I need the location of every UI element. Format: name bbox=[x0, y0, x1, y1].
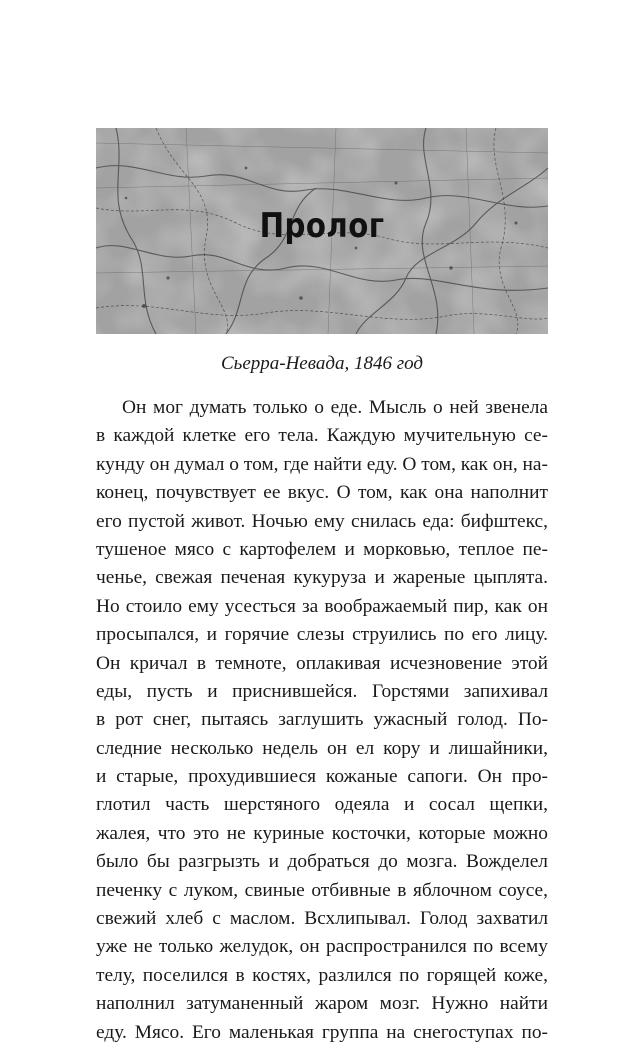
text-line: ченье, свежая печеная кукуруза и жареные цыплята. bbox=[96, 567, 548, 589]
text-line: в рот снег, пытаясь заглушить ужасный голод. По- bbox=[96, 709, 548, 731]
text-line: жалея, что это не куриные косточки, которые можно bbox=[96, 822, 548, 844]
text-line: в каждой клетке его тела. Каждую мучительную се- bbox=[96, 425, 548, 447]
text-line: уже не только желудок, он распространился по всему bbox=[96, 936, 548, 958]
epigraph-location-date: Сьерра-Невада, 1846 год bbox=[221, 353, 423, 374]
text-line: тушеное мясо с картофелем и морковью, теплое пе- bbox=[96, 538, 548, 560]
text-line: конец, почувствует ее вкус. О том, как она наполнит bbox=[96, 482, 548, 504]
chapter-header-banner bbox=[96, 128, 548, 334]
text-line: еды, пусть и приснившейся. Горстями запихивал bbox=[96, 680, 548, 702]
text-line: свежий хлеб с маслом. Всхлипывал. Голод захватил bbox=[96, 908, 548, 930]
text-line: просыпался, и горячие слезы струились по его лицу. bbox=[96, 624, 548, 646]
text-line: было бы разгрызть и добраться до мозга. Вожделел bbox=[96, 851, 548, 873]
text-line: еду. Мясо. Его маленькая группа на снегоступах по- bbox=[96, 1021, 548, 1043]
text-line: следние несколько недель он ел кору и лишайники, bbox=[96, 737, 548, 759]
text-line: глотил часть шерстяного одеяла и сосал щепки, bbox=[96, 794, 548, 816]
text-line: телу, поселился в костях, разлился по горящей коже, bbox=[96, 964, 548, 986]
text-line: и старые, прохудившиеся кожаные сапоги. Он про- bbox=[96, 766, 548, 788]
text-line: Он мог думать только о еде. Мысль о ней звенела bbox=[122, 397, 548, 418]
body-paragraph bbox=[96, 394, 548, 1047]
text-line: кунду он думал о том, где найти еду. О том, как он, на- bbox=[96, 453, 548, 475]
text-line: печенку с луком, свиные отбивные в яблочном соусе, bbox=[96, 879, 548, 901]
text-line: Он кричал в темноте, оплакивая исчезновение этой bbox=[96, 652, 548, 674]
text-line: Но стоило ему усесться за воображаемый пир, как он bbox=[96, 595, 548, 617]
text-line: наполнил затуманенный жаром мозг. Нужно найти bbox=[96, 993, 548, 1015]
text-line: его пустой живот. Ночью ему снилась еда: бифштекс, bbox=[96, 510, 548, 532]
chapter-title: Пролог bbox=[259, 206, 385, 246]
